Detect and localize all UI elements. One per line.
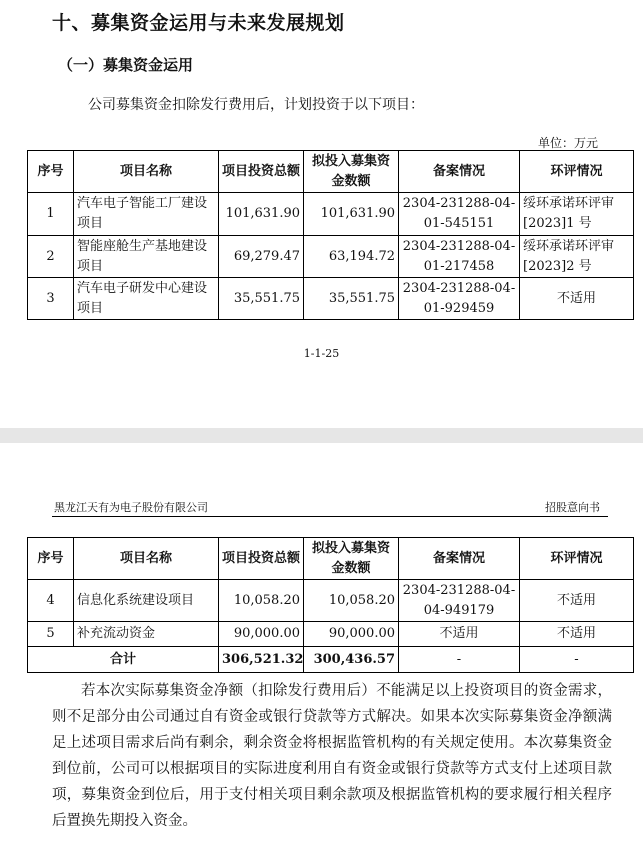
cell-no: 5 bbox=[28, 622, 74, 647]
cell-eia: 不适用 bbox=[520, 278, 634, 320]
unit-label: 单位：万元 bbox=[538, 136, 599, 150]
cell-filing: 不适用 bbox=[399, 622, 520, 647]
cell-raise: 90,000.00 bbox=[304, 622, 399, 647]
header-eia: 环评情况 bbox=[520, 538, 634, 580]
page-gap bbox=[0, 428, 643, 443]
cell-total: 69,279.47 bbox=[219, 236, 304, 278]
intro-text: 公司募集资金扣除发行费用后，计划投资于以下项目： bbox=[88, 97, 424, 113]
cell-no: 2 bbox=[28, 236, 74, 278]
total-filing: - bbox=[399, 647, 520, 673]
header-divider bbox=[52, 516, 608, 517]
header-doc-type: 招股意向书 bbox=[545, 501, 600, 514]
cell-filing: 2304-231288-04-01-545151 bbox=[399, 193, 520, 236]
subsection-title: （一）募集资金运用 bbox=[58, 56, 194, 74]
header-filing: 备案情况 bbox=[399, 151, 520, 193]
cell-raise: 10,058.20 bbox=[304, 580, 399, 622]
header-raise: 拟投入募集资金数额 bbox=[304, 538, 399, 580]
cell-name: 信息化系统建设项目 bbox=[74, 580, 219, 622]
cell-eia: 不适用 bbox=[520, 580, 634, 622]
cell-filing: 2304-231288-04-04-949179 bbox=[399, 580, 520, 622]
total-label: 合计 bbox=[28, 647, 219, 673]
cell-total: 10,058.20 bbox=[219, 580, 304, 622]
table-row bbox=[28, 580, 634, 622]
page-1 bbox=[0, 0, 643, 428]
cell-no: 3 bbox=[28, 278, 74, 320]
cell-total: 35,551.75 bbox=[219, 278, 304, 320]
total-eia: - bbox=[520, 647, 634, 673]
cell-filing: 2304-231288-04-01-929459 bbox=[399, 278, 520, 320]
cell-filing: 2304-231288-04-01-217458 bbox=[399, 236, 520, 278]
investment-table-part2 bbox=[27, 537, 634, 673]
header-eia: 环评情况 bbox=[520, 151, 634, 193]
header-filing: 备案情况 bbox=[399, 538, 520, 580]
cell-name: 汽车电子研发中心建设项目 bbox=[74, 278, 219, 320]
cell-no: 4 bbox=[28, 580, 74, 622]
header-name: 项目名称 bbox=[74, 151, 219, 193]
cell-raise: 35,551.75 bbox=[304, 278, 399, 320]
cell-name: 补充流动资金 bbox=[74, 622, 219, 647]
cell-raise: 101,631.90 bbox=[304, 193, 399, 236]
header-company: 黑龙江天有为电子股份有限公司 bbox=[54, 501, 208, 514]
cell-no: 1 bbox=[28, 193, 74, 236]
header-total: 项目投资总额 bbox=[219, 151, 304, 193]
header-raise: 拟投入募集资金数额 bbox=[304, 151, 399, 193]
cell-total: 101,631.90 bbox=[219, 193, 304, 236]
cell-eia: 不适用 bbox=[520, 622, 634, 647]
header-no: 序号 bbox=[28, 151, 74, 193]
header-no: 序号 bbox=[28, 538, 74, 580]
cell-name: 智能座舱生产基地建设项目 bbox=[74, 236, 219, 278]
investment-table-part1 bbox=[27, 150, 634, 320]
total-investment: 306,521.32 bbox=[219, 647, 304, 673]
page-number: 1-1-25 bbox=[303, 347, 340, 360]
cell-name: 汽车电子智能工厂建设项目 bbox=[74, 193, 219, 236]
total-raise: 300,436.57 bbox=[304, 647, 399, 673]
section-title: 十、募集资金运用与未来发展规划 bbox=[52, 12, 345, 34]
cell-total: 90,000.00 bbox=[219, 622, 304, 647]
table-row bbox=[28, 622, 634, 647]
page-2 bbox=[0, 443, 643, 862]
table-row bbox=[28, 193, 634, 236]
table-row bbox=[28, 278, 634, 320]
header-name: 项目名称 bbox=[74, 538, 219, 580]
table-row bbox=[28, 236, 634, 278]
total-row bbox=[28, 647, 634, 673]
cell-raise: 63,194.72 bbox=[304, 236, 399, 278]
funding-paragraph: 若本次实际募集资金净额（扣除发行费用后）不能满足以上投资项目的资金需求，则不足部分由公司通过自有资金或银行贷款等方式解决。如果本次实际募集资金净额满足上述项目需求后尚有剩余，剩余资金将根据监管机构的有关规定使用。本次募集资金到位前，公司可以根据项目的实际进度利用自有资金或银行贷款等方式支付上述项目款项，募集资金到位后，用于支付相关项目剩余款项及根据监管机构的要求履行相关程序后置换先期投入资金。 bbox=[52, 683, 612, 829]
cell-eia: 绥环承诺环评审[2023]1 号 bbox=[520, 193, 634, 236]
header-total: 项目投资总额 bbox=[219, 538, 304, 580]
cell-eia: 绥环承诺环评审[2023]2 号 bbox=[520, 236, 634, 278]
